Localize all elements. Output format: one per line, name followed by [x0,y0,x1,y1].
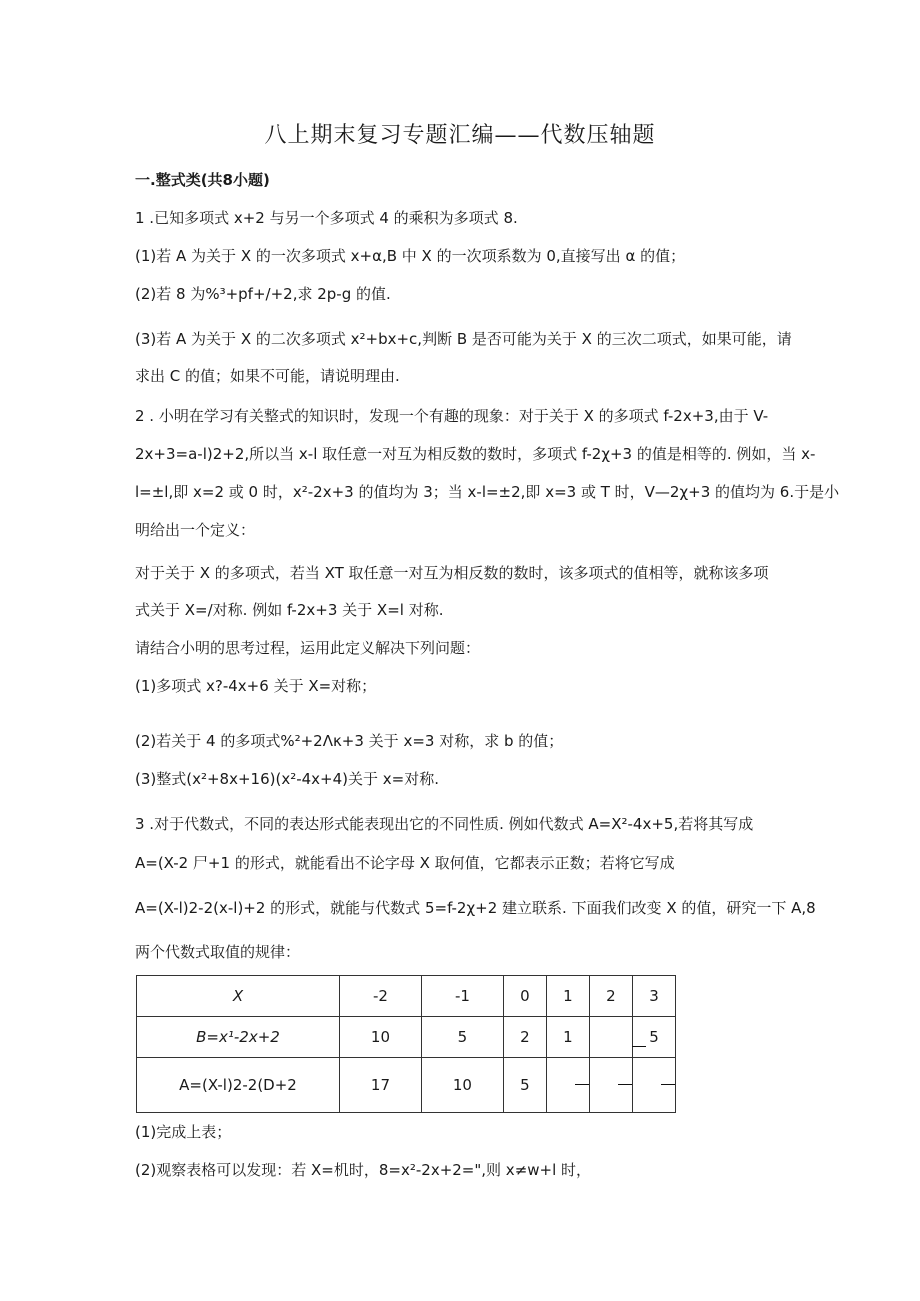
table-row-b [137,1017,676,1058]
table-cell: 0 [503,976,546,1017]
problem-3-part-1: (1)完成上表； [135,1123,232,1141]
table-row-a [137,1058,676,1113]
table-cell: 1 [546,1017,589,1058]
problem-3-stem-1: 3 .对于代数式，不同的表达形式能表现出它的不同性质. 例如代数式 A=X²-4x+5,若将其写成 [135,815,754,833]
table-cell: 2 [589,976,632,1017]
problem-2-definition-1: 对于关于 X 的多项式，若当 XT 取任意一对互为相反数的数时，该多项式的值相等，就称该多项 [135,564,769,582]
table-blank-cell [589,1058,632,1113]
table-header-x: X [137,976,340,1017]
problem-1-part-1: (1)若 A 为关于 X 的一次多项式 x+α,B 中 X 的一次项系数为 0,直接写出 α 的值； [135,247,686,265]
problem-2-stem-2: 2x+3=a-l)2+2,所以当 x-l 取任意一对互为相反数的数时，多项式 f-2χ+3 的值是相等的. 例如，当 x- [135,445,816,463]
table-cell: 1 [546,976,589,1017]
table-cell: 5 [503,1058,546,1113]
problem-1-part-2: (2)若 8 为%³+pf+/+2,求 2p-g 的值. [135,285,391,303]
table-header-row [137,976,676,1017]
table-cell: 3 [632,976,675,1017]
document-title: 八上期末复习专题汇编——代数压轴题 [264,123,656,148]
problem-2-instruction: 请结合小明的思考过程，运用此定义解决下列问题： [135,639,481,657]
table-cell: -2 [340,976,422,1017]
problem-1-stem: 1 .已知多项式 x+2 与另一个多项式 4 的乘积为多项式 8. [135,209,518,227]
problem-3-stem-3: A=(X-l)2-2(x-l)+2 的形式，就能与代数式 5=f-2χ+2 建立联系. 下面我们改变 X 的值，研究一下 A,8 [135,899,816,917]
table-blank-cell [632,1058,675,1113]
table-blank-cell [589,1017,632,1058]
problem-1-part-3: (3)若 A 为关于 X 的二次多项式 x²+bx+c,判断 B 是否可能为关于 X 的三次二项式，如果可能，请 [135,330,792,348]
value-table [136,975,676,1113]
problem-2-part-3: (3)整式(x²+8x+16)(x²-4x+4)关于 x=对称. [135,770,440,788]
answer-blank [618,1084,632,1085]
table-cell: 5 [421,1017,503,1058]
problem-2-stem-1: 2 . 小明在学习有关整式的知识时，发现一个有趣的现象：对于关于 X 的多项式 f-2x+3,由于 V- [135,407,769,425]
table-cell: -1 [421,976,503,1017]
problem-3-part-2: (2)观察表格可以发现：若 X=机时，8=x²-2x+2=",则 x≠w+l 时， [135,1161,592,1179]
problem-3-stem-2: A=(X-2 尸+1 的形式，就能看出不论字母 X 取何值，它都表示正数；若将它写成 [135,854,675,872]
table-label-a: A=(X-l)2-2(D+2 [137,1058,340,1113]
table-blank-cell [546,1058,589,1113]
problem-1-part-3-cont: 求出 C 的值；如果不可能，请说明理由. [135,367,400,385]
answer-blank [575,1084,589,1085]
problem-3-stem-4: 两个代数式取值的规律： [135,943,301,961]
table-cell: 5 [632,1017,675,1058]
table-cell: 10 [421,1058,503,1113]
answer-blank [661,1084,675,1085]
problem-2-stem-4: 明给出一个定义： [135,521,256,539]
section-heading: 一.整式类(共8小题) [135,171,270,189]
problem-2-definition-2: 式关于 X=/对称. 例如 f-2x+3 关于 X=l 对称. [135,601,444,619]
problem-2-stem-3: l=±l,即 x=2 或 0 时，x²-2x+3 的值均为 3；当 x-l=±2,即 x=3 或 T 时，V—2χ+3 的值均为 6.于是小 [135,483,840,501]
table-cell: 10 [340,1017,422,1058]
problem-2-part-1: (1)多项式 x?-4x+6 关于 X=对称； [135,677,377,695]
answer-blank [632,1046,646,1047]
problem-2-part-2: (2)若关于 4 的多项式%²+2Λκ+3 关于 x=3 对称，求 b 的值； [135,732,564,750]
table-cell: 17 [340,1058,422,1113]
table-cell: 2 [503,1017,546,1058]
table-label-b: B=x¹-2x+2 [137,1017,340,1058]
